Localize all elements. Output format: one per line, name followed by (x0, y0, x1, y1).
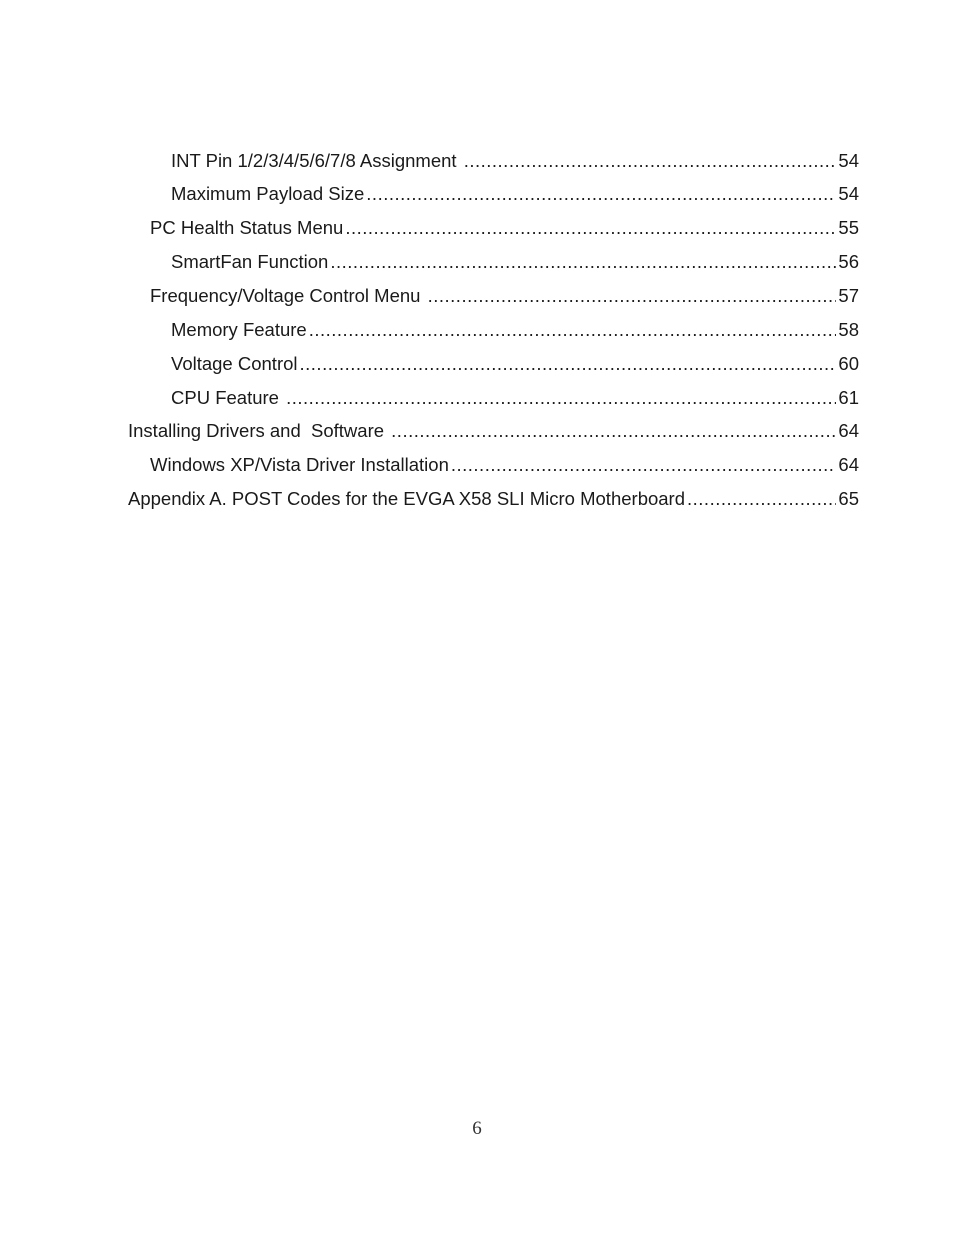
toc-dot-leader (286, 381, 836, 415)
toc-entry-pc-health-status-menu[interactable] (150, 211, 859, 245)
toc-entry-page: 64 (838, 420, 859, 441)
toc-entry-page: 56 (838, 251, 859, 272)
toc-dot-leader (464, 144, 837, 178)
toc-entry-page: 61 (838, 387, 859, 408)
toc-dot-leader (345, 211, 836, 245)
toc-entry-voltage-control[interactable] (171, 347, 859, 381)
toc-entry-title: Windows XP/Vista Driver Installation (150, 454, 449, 475)
toc-dot-leader (428, 279, 837, 313)
toc-entry-page: 54 (838, 183, 859, 204)
toc-entry-memory-feature[interactable] (171, 313, 859, 347)
toc-entry-title: PC Health Status Menu (150, 217, 344, 238)
toc-entry-title: CPU Feature (171, 387, 285, 408)
toc-entry-title: Maximum Payload Size (171, 183, 365, 204)
toc-dot-leader (309, 313, 837, 347)
toc-entry-title: Appendix A. POST Codes for the EVGA X58 SLI Micro Motherboard (128, 488, 686, 509)
toc-entry-title: Installing Drivers and Software (128, 420, 390, 441)
toc-entry-appendix-a-post-codes[interactable] (128, 482, 859, 516)
toc-dot-leader (391, 414, 836, 448)
toc-dot-leader (687, 482, 836, 516)
toc-entry-page: 54 (838, 150, 859, 171)
toc-entry-installing-drivers-and-software[interactable] (128, 414, 859, 448)
toc-entry-title: Voltage Control (171, 353, 298, 374)
toc-entry-int-pin-assignment[interactable] (171, 144, 859, 178)
toc-entry-page: 55 (838, 217, 859, 238)
toc-dot-leader (330, 245, 836, 279)
toc-entry-title: Frequency/Voltage Control Menu (150, 285, 426, 306)
toc-dot-leader (366, 177, 836, 211)
toc-entry-page: 60 (838, 353, 859, 374)
toc-entry-smartfan-function[interactable] (171, 245, 859, 279)
toc-entry-frequency-voltage-control-menu[interactable] (150, 279, 859, 313)
toc-entry-windows-xp-vista-driver-installation[interactable] (150, 448, 859, 482)
toc-dot-leader (300, 347, 837, 381)
page-number: 6 (472, 1118, 482, 1139)
toc-entry-maximum-payload-size[interactable] (171, 177, 859, 211)
toc-entry-page: 57 (838, 285, 859, 306)
toc-dot-leader (451, 448, 837, 482)
toc-entry-title: SmartFan Function (171, 251, 329, 272)
toc-entry-title: Memory Feature (171, 319, 307, 340)
toc-entry-page: 65 (838, 488, 859, 509)
toc-entry-page: 58 (838, 319, 859, 340)
toc-entry-title: INT Pin 1/2/3/4/5/6/7/8 Assignment (171, 150, 462, 171)
toc-entry-page: 64 (838, 454, 859, 475)
toc-entry-cpu-feature[interactable] (171, 381, 859, 415)
